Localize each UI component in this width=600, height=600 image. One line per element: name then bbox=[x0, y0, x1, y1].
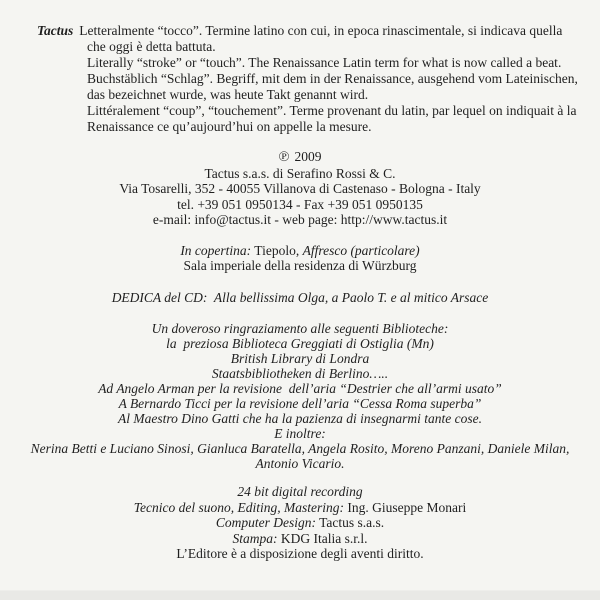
credits-block bbox=[0, 484, 600, 562]
print-label: Stampa: bbox=[232, 530, 278, 546]
publisher-company: Tactus s.a.s. di Serafino Rossi & C. bbox=[204, 165, 396, 181]
sound-engineer-line bbox=[0, 500, 600, 516]
acknowledgment-line: E inoltre: bbox=[274, 426, 326, 441]
sound-engineer-name: Ing. Giuseppe Monari bbox=[344, 499, 467, 515]
definition-line: Buchstäblich “Schlag”. Begriff, mit dem in der Renaissance, ausgehend vom Lateinischen, bbox=[87, 71, 578, 86]
cover-credit-line bbox=[0, 243, 600, 259]
acknowledgments-block bbox=[0, 321, 600, 471]
computer-design-label: Computer Design: bbox=[215, 515, 316, 530]
acknowledgment-line: Antonio Vicario. bbox=[255, 456, 345, 471]
cover-info bbox=[0, 243, 600, 274]
scan-edge-band bbox=[0, 590, 600, 600]
acknowledgment-line: Nerina Betti e Luciano Sinosi, Gianluca Baratella, Angela Rosito, Moreno Panzani, Daniele Milan, bbox=[30, 441, 570, 456]
publisher-address: Via Tosarelli, 352 - 40055 Villanova di Castenaso - Bologna - Italy bbox=[119, 181, 481, 196]
cover-artist: Tiepolo, bbox=[251, 242, 303, 258]
tactus-term: Tactus bbox=[37, 23, 74, 38]
acknowledgment-line: British Library di Londra bbox=[230, 351, 370, 366]
cd-dedication: DEDICA del CD: Alla bellissima Olga, a Paolo T. e al mitico Arsace bbox=[111, 289, 489, 305]
definition-text-italian: Letteralmente “tocco”. Termine latino con cui, in epoca rinascimentale, si indicava quella bbox=[79, 23, 563, 38]
acknowledgment-line: A Bernardo Ticci per la revisione dell’aria “Cessa Roma superba” bbox=[118, 396, 482, 411]
cover-location: Sala imperiale della residenza di Würzburg bbox=[183, 258, 417, 273]
acknowledgment-line: Staatsbibliotheken di Berlino….. bbox=[211, 366, 389, 381]
rights-line: L’Editore è a disposizione degli aventi diritto. bbox=[176, 546, 424, 561]
publisher-email-web: e-mail: info@tactus.it - web page: http://www.tactus.it bbox=[152, 212, 448, 227]
acknowledgment-line: Un doveroso ringraziamento alle seguenti Biblioteche: bbox=[151, 321, 449, 336]
acknowledgment-line: Ad Angelo Arman per la revisione dell’aria “Destrier che all’armi usato” bbox=[98, 381, 502, 396]
print-line bbox=[0, 531, 600, 547]
acknowledgment-line: la preziosa Biblioteca Greggiati di Ostiglia (Mn) bbox=[166, 336, 434, 351]
publication-year: 2009 bbox=[294, 149, 322, 164]
acknowledgment-line: Al Maestro Dino Gatti che ha la pazienza di insegnarmi tante cose. bbox=[118, 411, 482, 426]
definition-line: Renaissance ce qu’aujourd’hui on appelle la mesure. bbox=[87, 119, 372, 134]
definition-line: Literally “stroke” or “touch”. The Renaissance Latin term for what is now called a beat. bbox=[87, 55, 562, 70]
computer-design-name: Tactus s.a.s. bbox=[315, 515, 385, 530]
cd-dedication-block bbox=[0, 290, 600, 306]
definition-line bbox=[37, 23, 580, 39]
definition-line: das bezeichnet wurde, was heute Takt genannt wird. bbox=[87, 87, 369, 102]
publisher-phone-fax: tel. +39 051 0950134 - Fax +39 051 0950135 bbox=[177, 196, 423, 212]
definition-line: Littéralement “coup”, “touchement”. Terme provenant du latin, par lequel on indiquait à la bbox=[87, 103, 577, 118]
cover-label: In copertina: bbox=[180, 242, 252, 258]
recording-spec-line: 24 bit digital recording bbox=[237, 484, 363, 499]
tactus-definition bbox=[37, 23, 580, 135]
cover-work: Affresco (particolare) bbox=[302, 242, 420, 258]
print-company: KDG Italia s.r.l. bbox=[277, 530, 368, 546]
publisher-block bbox=[0, 149, 600, 228]
phonogram-line bbox=[0, 149, 600, 166]
computer-design-line bbox=[0, 515, 600, 531]
definition-line: che oggi è detta battuta. bbox=[87, 39, 216, 54]
sound-engineer-label: Tecnico del suono, Editing, Mastering: bbox=[133, 499, 344, 515]
phonogram-symbol: ℗ bbox=[278, 149, 290, 165]
